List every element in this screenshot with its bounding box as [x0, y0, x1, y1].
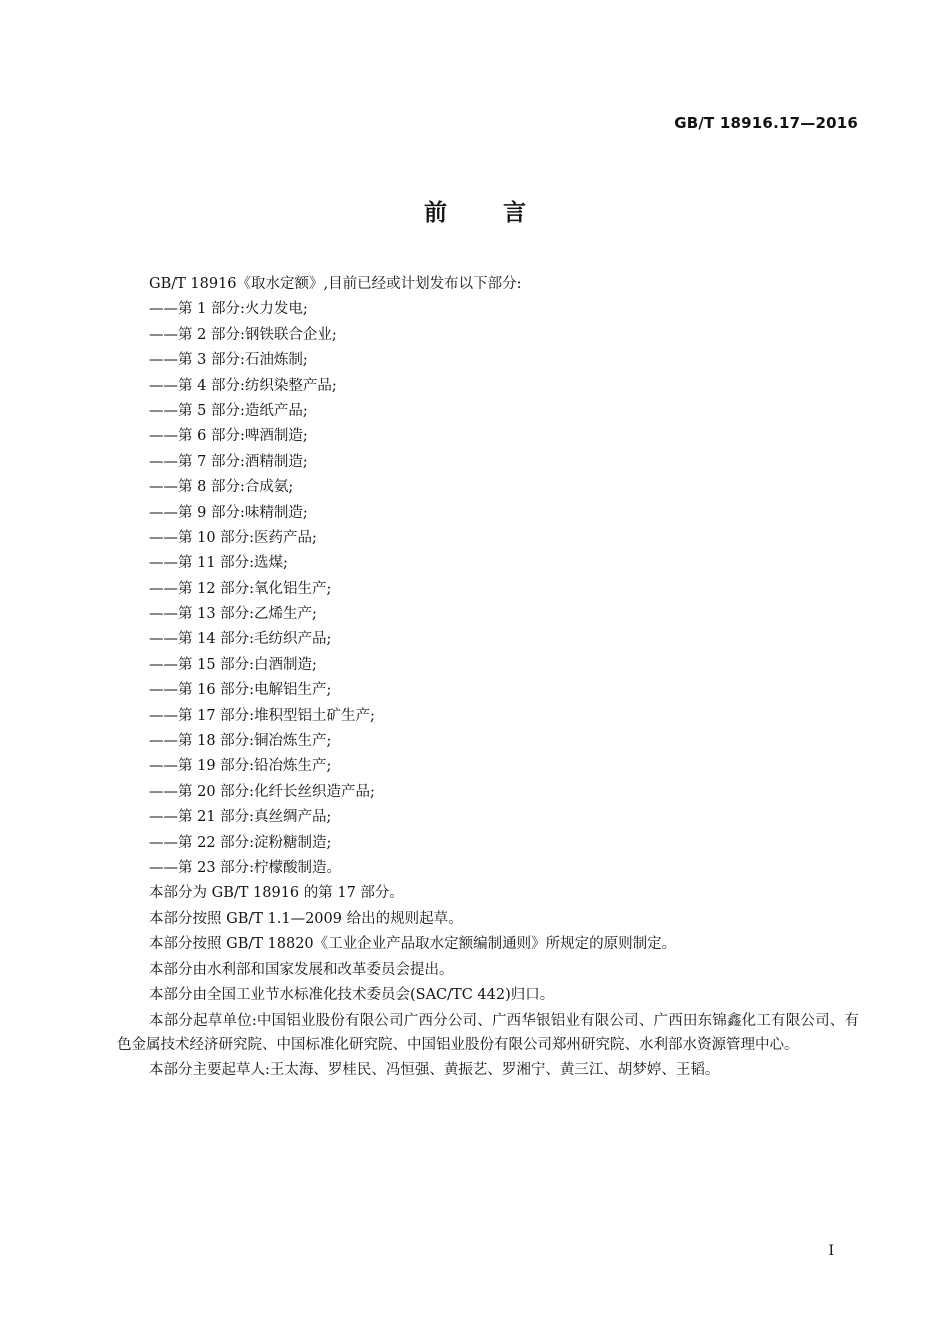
part-list-item: ——第 7 部分:酒精制造;: [149, 453, 308, 470]
statement-line: 本部分按照 GB/T 1.1—2009 给出的规则起草。: [149, 910, 463, 927]
statement-line: 本部分由全国工业节水标准化技术委员会(SAC/TC 442)归口。: [149, 986, 555, 1003]
part-list-item: ——第 13 部分:乙烯生产;: [149, 606, 317, 623]
document-body: [117, 272, 859, 1082]
part-list-item: ——第 19 部分:铅冶炼生产;: [149, 758, 332, 775]
part-list-item: ——第 8 部分:合成氨;: [149, 479, 294, 496]
part-list-item: ——第 4 部分:纺织染整产品;: [149, 377, 337, 394]
part-list-item: ——第 16 部分:电解铝生产;: [149, 682, 332, 699]
standard-code: GB/T 18916.17—2016: [674, 114, 858, 132]
part-list-item: ——第 9 部分:味精制造;: [149, 504, 308, 521]
part-list-item: ——第 14 部分:毛纺织产品;: [149, 631, 332, 648]
page-title: 前言: [424, 200, 582, 226]
part-list-item: ——第 20 部分:化纤长丝织造产品;: [149, 783, 375, 800]
part-list-item: ——第 5 部分:造纸产品;: [149, 402, 308, 419]
statement-line: 本部分由水利部和国家发展和改革委员会提出。: [149, 961, 454, 978]
part-list-item: ——第 18 部分:铜冶炼生产;: [149, 733, 332, 750]
statement-line: 本部分按照 GB/T 18820《工业企业产品取水定额编制通则》所规定的原则制定。: [149, 936, 677, 953]
parts-list: [117, 297, 859, 881]
part-list-item: ——第 1 部分:火力发电;: [149, 301, 308, 318]
part-list-item: ——第 22 部分:淀粉糖制造;: [149, 834, 332, 851]
drafting-units-paragraph: 本部分起草单位:中国铝业股份有限公司广西分公司、广西华银铝业有限公司、广西田东锦鑫化工有限公司、有色金属技术经济研究院、中国标准化研究院、中国铝业股份有限公司郑州研究院、水利部水资源管理中心。: [117, 1013, 859, 1054]
part-list-item: ——第 21 部分:真丝绸产品;: [149, 809, 332, 826]
statements-list: [117, 881, 859, 1008]
part-list-item: ——第 2 部分:钢铁联合企业;: [149, 326, 337, 343]
drafters-paragraph: 本部分主要起草人:王太海、罗桂民、冯恒强、黄振艺、罗湘宁、黄三江、胡梦婷、王韬。: [149, 1062, 720, 1079]
part-list-item: ——第 11 部分:选煤;: [149, 555, 288, 572]
part-list-item: ——第 23 部分:柠檬酸制造。: [149, 859, 342, 876]
part-list-item: ——第 15 部分:白酒制造;: [149, 656, 317, 673]
page-number: I: [828, 1243, 834, 1259]
part-list-item: ——第 17 部分:堆积型铝土矿生产;: [149, 707, 375, 724]
intro-line: GB/T 18916《取水定额》,目前已经或计划发布以下部分:: [149, 276, 522, 292]
part-list-item: ——第 3 部分:石油炼制;: [149, 352, 308, 369]
part-list-item: ——第 10 部分:医药产品;: [149, 529, 317, 546]
part-list-item: ——第 6 部分:啤酒制造;: [149, 428, 308, 445]
statement-line: 本部分为 GB/T 18916 的第 17 部分。: [149, 885, 404, 902]
part-list-item: ——第 12 部分:氧化铝生产;: [149, 580, 332, 597]
